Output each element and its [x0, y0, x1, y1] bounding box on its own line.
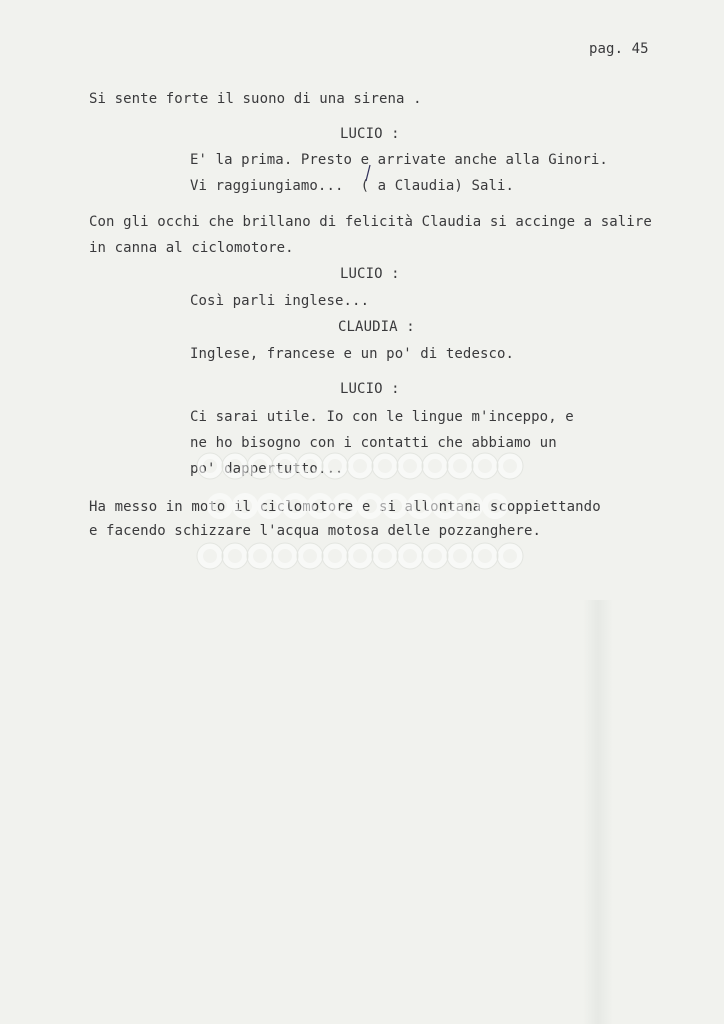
paper-crease: [583, 600, 613, 1024]
speaker-name: CLAUDIA :: [338, 319, 415, 335]
pen-stroke-mark: [364, 164, 372, 182]
stage-direction-line: Ha messo in moto il ciclomotore e si allontana scoppiettando: [89, 499, 601, 515]
stage-direction-line: in canna al ciclomotore.: [89, 240, 294, 256]
speaker-name: LUCIO :: [340, 126, 400, 142]
stage-direction-line: Si sente forte il suono di una sirena .: [89, 91, 422, 107]
page-number: pag. 45: [589, 41, 649, 57]
dialogue-line: ne ho bisogno con i contatti che abbiamo un: [190, 435, 557, 451]
dialogue-line: Inglese, francese e un po' di tedesco.: [190, 346, 515, 362]
dialogue-line: po' dappertutto...: [190, 461, 344, 477]
stage-direction-line: e facendo schizzare l'acqua motosa delle pozzanghere.: [89, 523, 542, 539]
speaker-name: LUCIO :: [340, 381, 400, 397]
stage-direction-line: Con gli occhi che brillano di felicità Claudia si accinge a salire: [89, 214, 652, 230]
speaker-name: LUCIO :: [340, 266, 400, 282]
dialogue-line: Ci sarai utile. Io con le lingue m'inceppo, e: [190, 409, 574, 425]
dialogue-line: Così parli inglese...: [190, 293, 370, 309]
watermark-stamp: [190, 446, 540, 586]
dialogue-line: Vi raggiungiamo... ( a Claudia) Sali.: [190, 178, 515, 194]
dialogue-line: E' la prima. Presto e arrivate anche alla Ginori.: [190, 152, 608, 168]
